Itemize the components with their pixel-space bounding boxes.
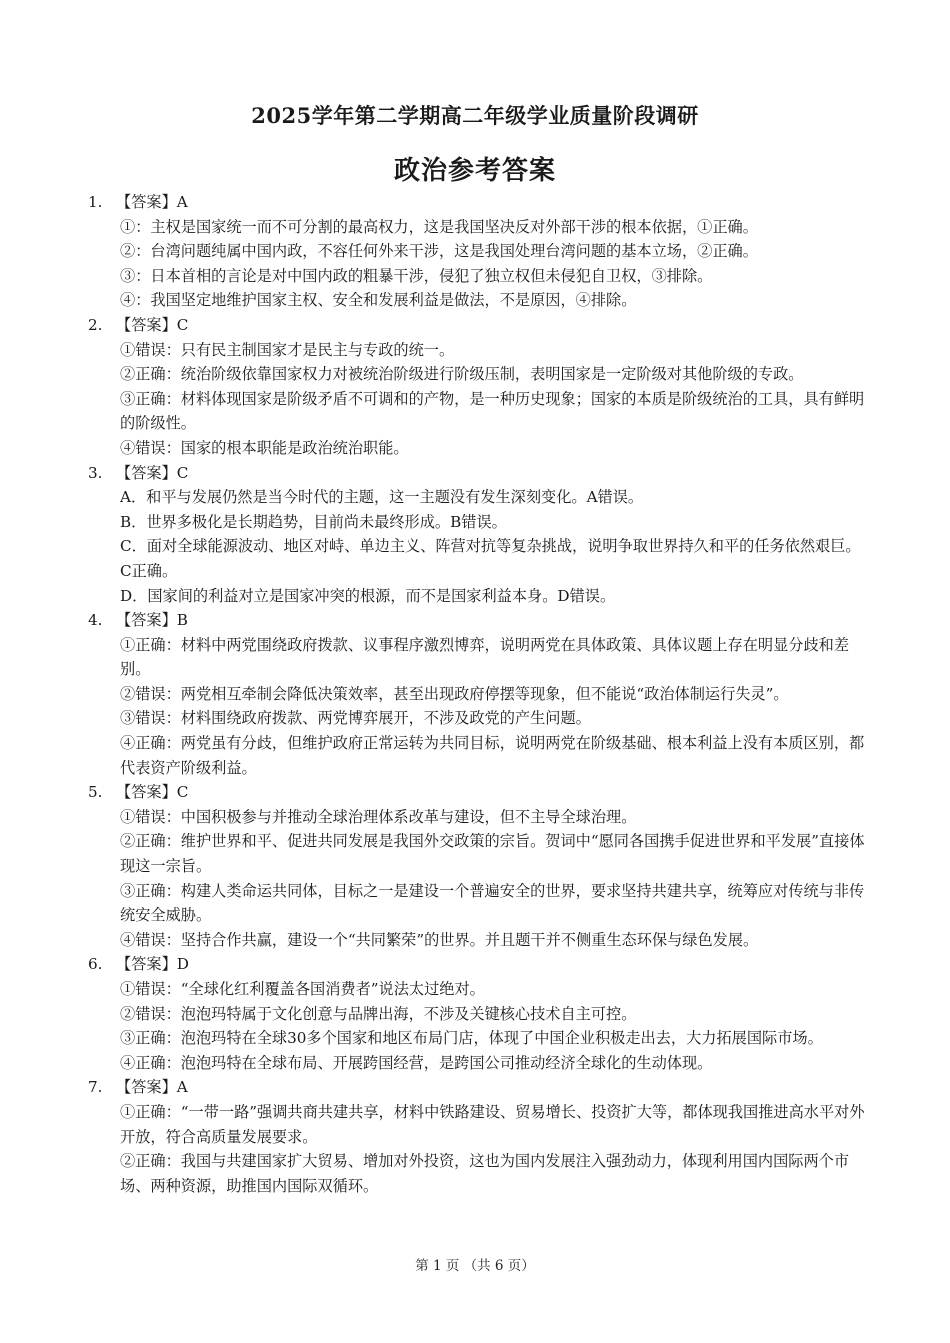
explanation-line: ①：主权是国家统一而不可分割的最高权力，这是我国坚决反对外部干涉的根本依据，①正确。	[120, 217, 758, 236]
explanation-line: C．面对全球能源波动、地区对峙、单边主义、阵营对抗等复杂挑战，说明争取世界持久和平的任务依然艰巨。C正确。	[120, 537, 861, 580]
question-answer-line	[88, 952, 868, 977]
explanation-line: ①错误：中国积极参与并推动全球治理体系改革与建设，但不主导全球治理。	[120, 807, 637, 826]
explanation-line: ④正确：两党虽有分歧，但维护政府正常运转为共同目标，说明两党在阶级基础、根本利益上没有本质区别，都代表资产阶级利益。	[120, 734, 865, 777]
question-answer-line	[88, 461, 868, 486]
question-answer-line	[88, 1075, 868, 1100]
answer-key: 【答案】B	[116, 611, 188, 630]
explanation-line: ①错误：只有民主制国家才是民主与专政的统一。	[120, 340, 455, 359]
explanation-line: ①正确：材料中两党围绕政府拨款、议事程序激烈博弈，说明两党在具体政策、具体议题上存在明显分歧和差别。	[120, 635, 849, 679]
document-title: 2025学年第二学期高二年级学业质量阶段调研	[251, 103, 699, 128]
question-block	[88, 461, 868, 609]
question-number: 7.	[88, 1078, 103, 1097]
question-block	[88, 190, 868, 313]
explanation-line: ③：日本首相的言论是对中国内政的粗暴干涉，侵犯了独立权但未侵犯自卫权，③排除。	[120, 266, 713, 285]
question-answer-line	[88, 780, 868, 805]
explanation-line: ④正确：泡泡玛特在全球布局、开展跨国经营，是跨国公司推动经济全球化的生动体现。	[120, 1053, 713, 1072]
question-answer-line	[88, 608, 868, 633]
question-answer-line	[88, 190, 868, 215]
question-number: 5.	[88, 783, 103, 802]
explanation-line: ②正确：维护世界和平、促进共同发展是我国外交政策的宗旨。贺词中“愿同各国携手促进世界和平发展”直接体现这一宗旨。	[120, 832, 865, 876]
explanation-line: ③正确：泡泡玛特在全球30多个国家和地区布局门店，体现了中国企业积极走出去，大力拓展国际市场。	[120, 1029, 823, 1048]
page-number: 第 1 页 （共 6 页）	[415, 1258, 535, 1274]
explanation-line: ④：我国坚定地维护国家主权、安全和发展利益是做法，不是原因，④排除。	[120, 291, 637, 310]
explanation-line: ②错误：泡泡玛特属于文化创意与品牌出海，不涉及关键核心技术自主可控。	[120, 1004, 637, 1023]
explanation-line: ②：台湾问题纯属中国内政，不容任何外来干涉，这是我国处理台湾问题的基本立场，②正确。	[120, 242, 758, 261]
question-number: 3.	[88, 463, 103, 482]
answer-key: 【答案】C	[116, 463, 189, 482]
answer-list	[88, 190, 868, 1198]
answer-key: 【答案】D	[116, 955, 189, 974]
answer-key: 【答案】C	[116, 315, 189, 334]
question-block	[88, 952, 868, 1075]
explanation-line: B．世界多极化是长期趋势，目前尚未最终形成。B错误。	[120, 512, 507, 531]
question-answer-line	[88, 313, 868, 338]
explanation-line: A．和平与发展仍然是当今时代的主题，这一主题没有发生深刻变化。A错误。	[120, 488, 644, 507]
explanation-line: ②正确：我国与共建国家扩大贸易、增加对外投资，这也为国内发展注入强劲动力，体现利用国内国际两个市场、两种资源，助推国内国际双循环。	[120, 1152, 849, 1195]
explanation-line: ②错误：两党相互牵制会降低决策效率，甚至出现政府停摆等现象，但不能说“政治体制运行失灵”。	[120, 684, 789, 703]
explanation-line: ④错误：国家的根本职能是政治统治职能。	[120, 438, 409, 457]
question-number: 4.	[88, 611, 103, 630]
explanation-line: D．国家间的利益对立是国家冲突的根源，而不是国家利益本身。D错误。	[120, 586, 616, 605]
answer-key: 【答案】A	[116, 1078, 188, 1097]
question-block	[88, 780, 868, 952]
explanation-line: ④错误：坚持合作共赢，建设一个“共同繁荣”的世界。并且题干并不侧重生态环保与绿色发展。	[120, 930, 759, 949]
explanation-line: ③正确：材料体现国家是阶级矛盾不可调和的产物，是一种历史现象；国家的本质是阶级统治的工具，具有鲜明的阶级性。	[120, 389, 865, 433]
document-subtitle: 政治参考答案	[393, 156, 556, 186]
question-block	[88, 313, 868, 461]
explanation-line: ③错误：材料围绕政府拨款、两党博弈展开，不涉及政党的产生问题。	[120, 709, 591, 728]
question-number: 1.	[88, 193, 103, 211]
question-block	[88, 608, 868, 780]
explanation-line: ③正确：构建人类命运共同体，目标之一是建设一个普遍安全的世界，要求坚持共建共享，统筹应对传统与非传统安全威胁。	[120, 881, 865, 925]
answer-key: 【答案】C	[116, 783, 189, 802]
explanation-line: ②正确：统治阶级依靠国家权力对被统治阶级进行阶级压制，表明国家是一定阶级对其他阶级的专政。	[120, 365, 804, 384]
explanation-line: ①错误：“全球化红利覆盖各国消费者”说法太过绝对。	[120, 980, 485, 998]
question-number: 6.	[88, 955, 103, 974]
question-number: 2.	[88, 315, 103, 334]
answer-key: 【答案】A	[116, 193, 188, 211]
question-block	[88, 1075, 868, 1198]
explanation-line: ①正确：“一带一路”强调共商共建共享，材料中铁路建设、贸易增长、投资扩大等，都体现我国推进高水平对外开放，符合高质量发展要求。	[120, 1102, 865, 1146]
